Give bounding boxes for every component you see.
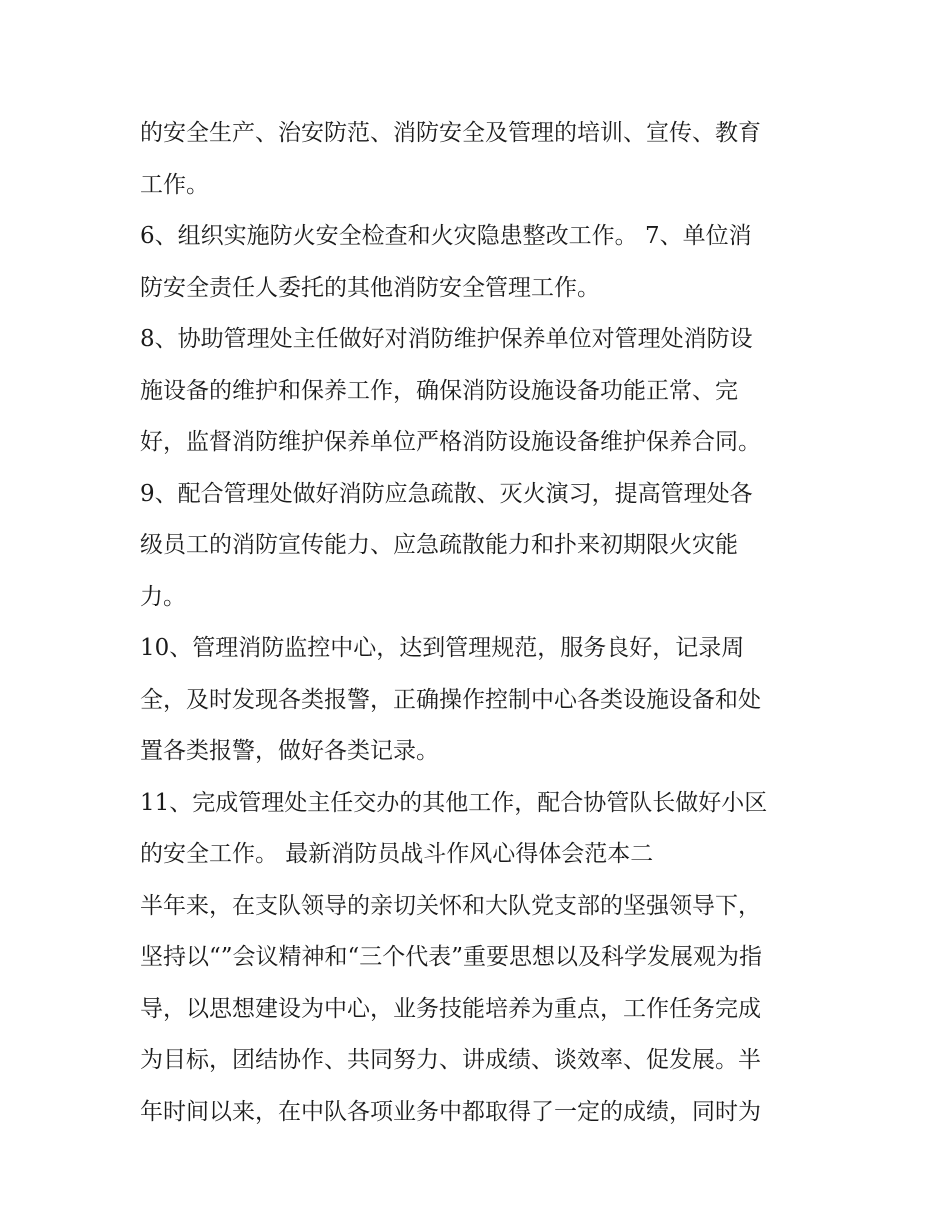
text-line: 的安全生产、治安防范、消防安全及管理的培训、宣传、教育 [140, 120, 761, 146]
text-line: 8、协助管理处主任做好对消防维护保养单位对管理处消防设 [140, 326, 753, 352]
text-line: 6、组织实施防火安全检查和火灾隐患整改工作。 7、单位消 [140, 223, 752, 249]
text-line: 施设备的维护和保养工作，确保消防设施设备功能正常、完 [140, 377, 738, 404]
text-line: 坚持以“”会议精神和“三个代表”重要思想以及科学发展观为指 [140, 944, 763, 970]
text-line: 年时间以来，在中队各项业务中都取得了一定的成绩，同时为 [140, 1098, 761, 1125]
text-line: 力。 [140, 583, 186, 610]
text-line: 的安全工作。 最新消防员战斗作风心得体会范本二 [140, 841, 654, 867]
text-line: 10、管理消防监控中心，达到管理规范，服务良好，记录周 [140, 635, 745, 661]
text-line: 防安全责任人委托的其他消防安全管理工作。 [140, 274, 600, 301]
text-line: 半年来，在支队领导的亲切关怀和大队党支部的坚强领导下， [140, 892, 761, 919]
text-line: 为目标，团结协作、共同努力、讲成绩、谈效率、促发展。半 [140, 1047, 761, 1073]
text-line: 11、完成管理处主任交办的其他工作，配合协管队长做好小区 [140, 789, 768, 816]
document-body [140, 108, 820, 1138]
text-line: 好，监督消防维护保养单位严格消防设施设备维护保养合同。 [140, 429, 761, 455]
text-line: 置各类报警，做好各类记录。 [140, 738, 439, 764]
text-line: 工作。 [140, 171, 209, 198]
text-line: 级员工的消防宣传能力、应急疏散能力和扑来初期限火灾能 [140, 532, 738, 558]
text-line: 9、配合管理处做好消防应急疏散、灭火演习，提高管理处各 [140, 480, 753, 507]
text-line: 导，以思想建设为中心，业务技能培养为重点，工作任务完成 [140, 995, 761, 1022]
text-line: 全，及时发现各类报警，正确操作控制中心各类设施设备和处 [140, 686, 761, 713]
